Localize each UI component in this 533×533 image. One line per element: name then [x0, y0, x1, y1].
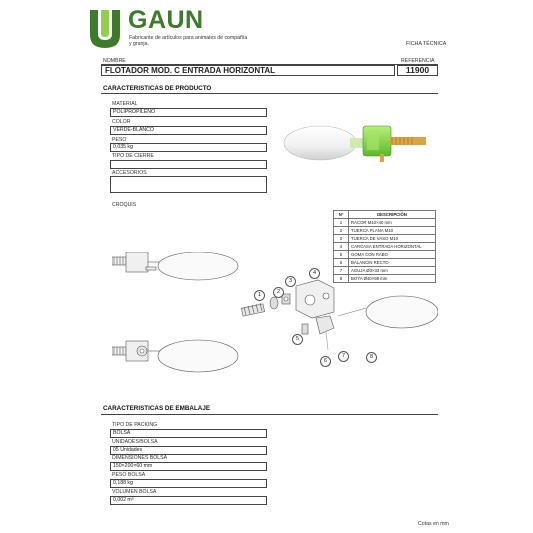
footer-note: Cotas en mm [418, 521, 449, 527]
brand-tagline: Fabricante de artículos para animales de compañía y granja. [129, 35, 248, 47]
callout-4: 4 [309, 268, 320, 279]
parts-row-number: 4 [334, 243, 349, 251]
accesorios-label: ACCESORIOS [112, 170, 147, 176]
cierre-value [110, 160, 267, 169]
callout-8: 8 [366, 352, 377, 363]
parts-row [334, 243, 436, 251]
accesorios-value [110, 176, 267, 193]
product-section-title: CARACTERISTICAS DE PRODUCTO [103, 85, 212, 92]
color-value: VERDE-BLANCO [110, 126, 267, 135]
callout-5: 5 [292, 334, 303, 345]
parts-row-description: CARCASA ENTRADA HORIZONTAL [349, 243, 436, 251]
divider [101, 414, 438, 415]
packing-tipo-value: BOLSA [110, 429, 267, 438]
packing-section-title: CARACTERISTICAS DE EMBALAJE [103, 405, 211, 412]
parts-row-number: 5 [334, 251, 349, 259]
parts-row-description: BALANCÍN RECTO [349, 259, 436, 267]
parts-row [334, 275, 436, 283]
parts-row-number: 6 [334, 259, 349, 267]
callout-2: 2 [273, 287, 284, 298]
parts-col-desc: DESCRIPCIÓN [349, 211, 436, 219]
parts-row [334, 235, 436, 243]
divider [101, 93, 438, 94]
parts-row-number: 3 [334, 235, 349, 243]
parts-row-description: TUERCA DE VASO M10 [349, 235, 436, 243]
ref-label: REFERENCIA [401, 58, 435, 64]
product-name: FLOTADOR MOD. C ENTRADA HORIZONTAL [101, 65, 395, 76]
croquis-label: CROQUIS [112, 202, 137, 208]
callout-1: 1 [254, 290, 265, 301]
parts-row-number: 1 [334, 219, 349, 227]
material-label: MATERIAL [112, 101, 138, 107]
packing-dim-label: DIMENSIONES BOLSA [112, 455, 168, 461]
peso-value: 0,035 kg [110, 143, 267, 152]
packing-tipo-label: TIPO DE PACKING [112, 422, 158, 428]
parts-row-number: 8 [334, 275, 349, 283]
parts-row-description: BOYA Ø40×98 mm [349, 275, 436, 283]
croquis-side-views [112, 252, 240, 382]
color-label: COLOR [112, 119, 131, 125]
name-label: NOMBRE [103, 58, 126, 64]
parts-row [334, 251, 436, 259]
packing-vol-value: 0,002 m³ [110, 496, 267, 505]
parts-row-description: GOMA CON RABO [349, 251, 436, 259]
parts-row-description: AGUJA Ø3×33 mm [349, 267, 436, 275]
gaun-logo-icon [86, 8, 124, 50]
material-value: POLIPROPILENO [110, 108, 267, 117]
parts-table [333, 210, 436, 283]
packing-dim-value: 150×200×60 mm [110, 462, 267, 471]
packing-unidades-label: UNIDADES/BOLSA [112, 439, 158, 445]
packing-peso-label: PESO BOLSA [112, 472, 146, 478]
callout-7: 7 [338, 351, 349, 362]
parts-row-description: RACOR M10×40 mm [349, 219, 436, 227]
parts-row-number: 7 [334, 267, 349, 275]
parts-row [334, 267, 436, 275]
callout-3: 3 [285, 276, 296, 287]
product-photo [280, 118, 428, 168]
cierre-label: TIPO DE CIERRE [112, 153, 154, 159]
parts-row-description: TUERCA PLANA M10 [349, 227, 436, 235]
parts-row [334, 259, 436, 267]
parts-row [334, 219, 436, 227]
doc-type: FICHA TÉCNICA [406, 41, 447, 47]
callout-6: 6 [320, 356, 331, 367]
product-ref: 11900 [397, 65, 438, 76]
parts-row [334, 227, 436, 235]
packing-vol-label: VOLUMEN BOLSA [112, 489, 157, 495]
packing-peso-value: 0,188 kg [110, 479, 267, 488]
packing-unidades-value: 05 Unidades [110, 446, 267, 455]
peso-label: PESO [112, 137, 127, 143]
parts-col-no: Nº [334, 211, 349, 219]
brand-name: GAUN [128, 6, 204, 34]
parts-row-number: 2 [334, 227, 349, 235]
